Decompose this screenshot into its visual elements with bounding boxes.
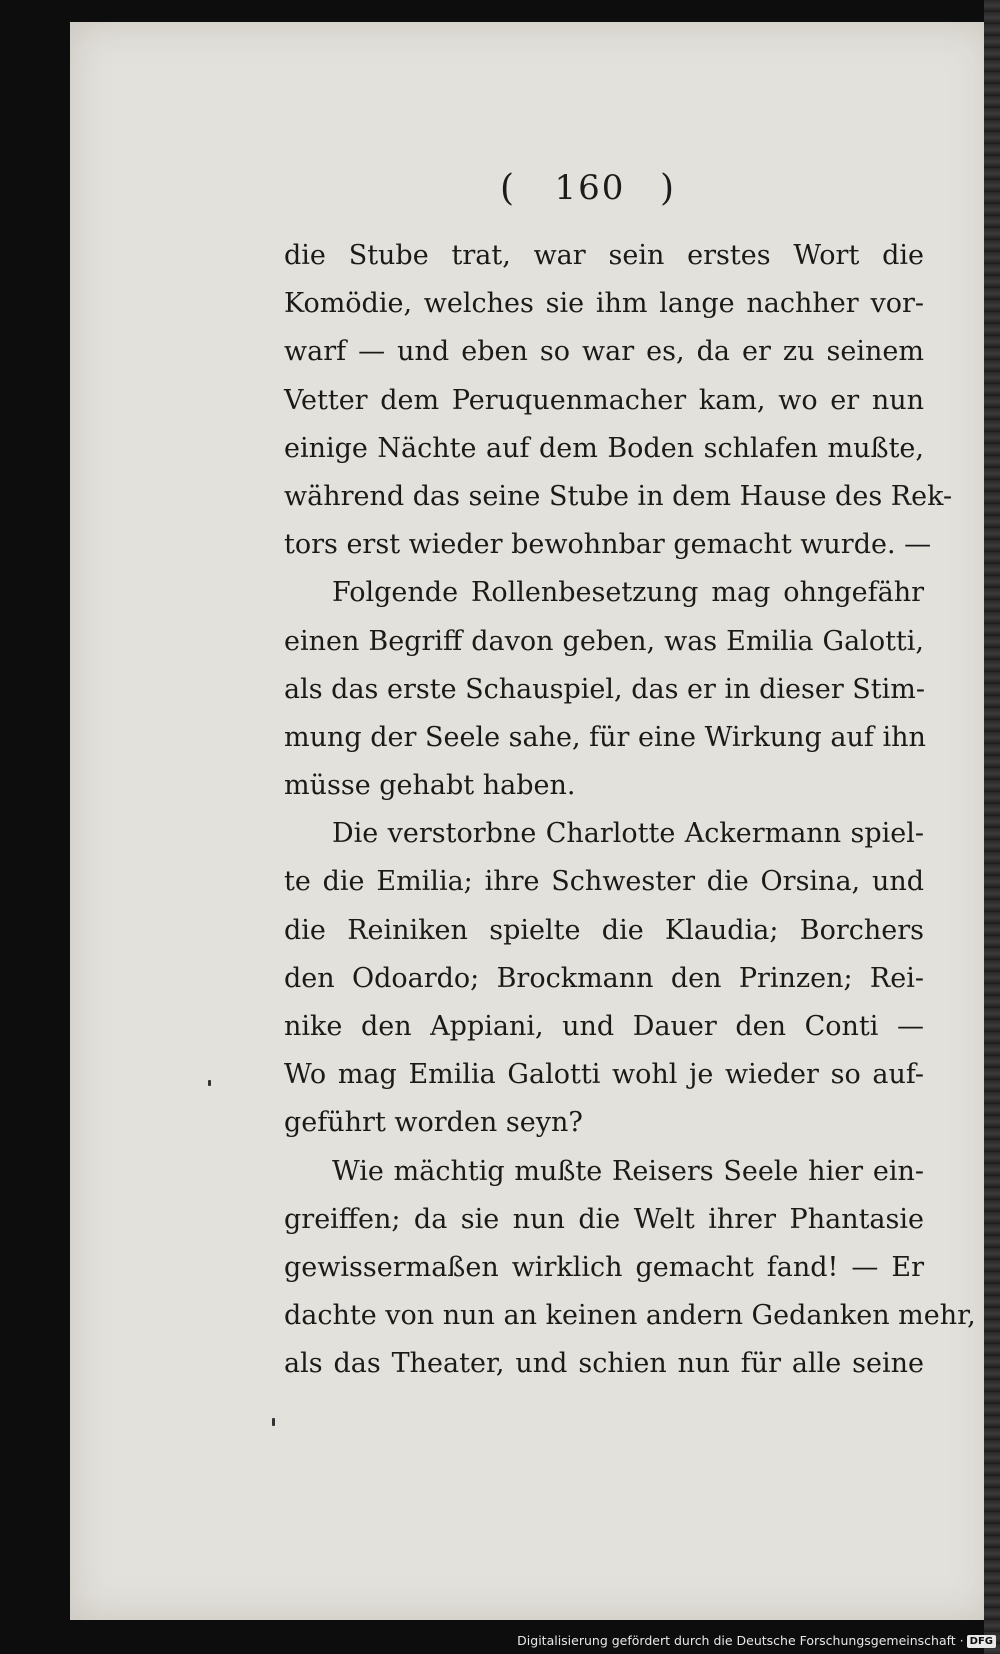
paragraph-start-line: Wie mächtig mußte Reisers Seele hier ein- xyxy=(332,1155,924,1187)
text-line: Wo mag Emilia Galotti wohl je wieder so auf- xyxy=(284,1059,924,1091)
paper-speck xyxy=(272,1418,275,1426)
text-line: die Stube trat, war sein erstes Wort die xyxy=(284,240,924,271)
page-number-paren-left: ( xyxy=(500,168,515,209)
text-line: Komödie, welches sie ihm lange nachher vor- xyxy=(284,288,924,320)
paragraph-start-line: Die verstorbne Charlotte Ackermann spiel- xyxy=(332,818,924,850)
text-line: te die Emilia; ihre Schwester die Orsina, und xyxy=(284,866,924,898)
text-line: dachte von nun an keinen andern Gedanken mehr, xyxy=(284,1300,976,1332)
page-number-paren-right: ) xyxy=(660,168,675,209)
footer-text: Digitalisierung gefördert durch die Deutsche Forschungsgemeinschaft · xyxy=(517,1633,964,1648)
text-line: Vetter dem Peruquenmacher kam, wo er nun xyxy=(284,384,924,416)
text-line: geführt worden seyn? xyxy=(284,1107,583,1139)
text-line: mung der Seele sahe, für eine Wirkung auf ihn xyxy=(284,721,926,753)
paper-speck xyxy=(208,1080,211,1086)
text-line: greiffen; da sie nun die Welt ihrer Phantasie xyxy=(284,1203,924,1235)
text-line: müsse gehabt haben. xyxy=(284,770,576,802)
text-line: als das erste Schauspiel, das er in dieser Stim- xyxy=(284,673,926,705)
paragraph-start-line: Folgende Rollenbesetzung mag ohngefähr xyxy=(332,577,924,609)
text-line: als das Theater, und schien nun für alle seine xyxy=(284,1348,924,1380)
text-line: tors erst wieder bewohnbar gemacht wurde. — xyxy=(284,529,932,561)
text-line: gewissermaßen wirklich gemacht fand! — Er xyxy=(284,1251,924,1283)
text-line: warf — und eben so war es, da er zu seinem xyxy=(284,336,924,368)
text-line: nike den Appiani, und Dauer den Conti — xyxy=(284,1011,924,1042)
digitization-footer xyxy=(517,1633,996,1648)
text-line: den Odoardo; Brockmann den Prinzen; Rei- xyxy=(284,962,924,994)
body-text xyxy=(284,232,976,1389)
text-line: während das seine Stube in dem Hause des Rek- xyxy=(284,480,953,512)
page-number: 160 xyxy=(554,168,626,208)
dfg-logo: DFG xyxy=(967,1635,996,1648)
text-line: einen Begriff davon geben, was Emilia Galotti, xyxy=(284,625,924,657)
text-line: einige Nächte auf dem Boden schlafen mußte, xyxy=(284,432,924,464)
binding-edge xyxy=(984,0,1000,1654)
text-line: die Reiniken spielte die Klaudia; Borchers xyxy=(284,914,924,946)
